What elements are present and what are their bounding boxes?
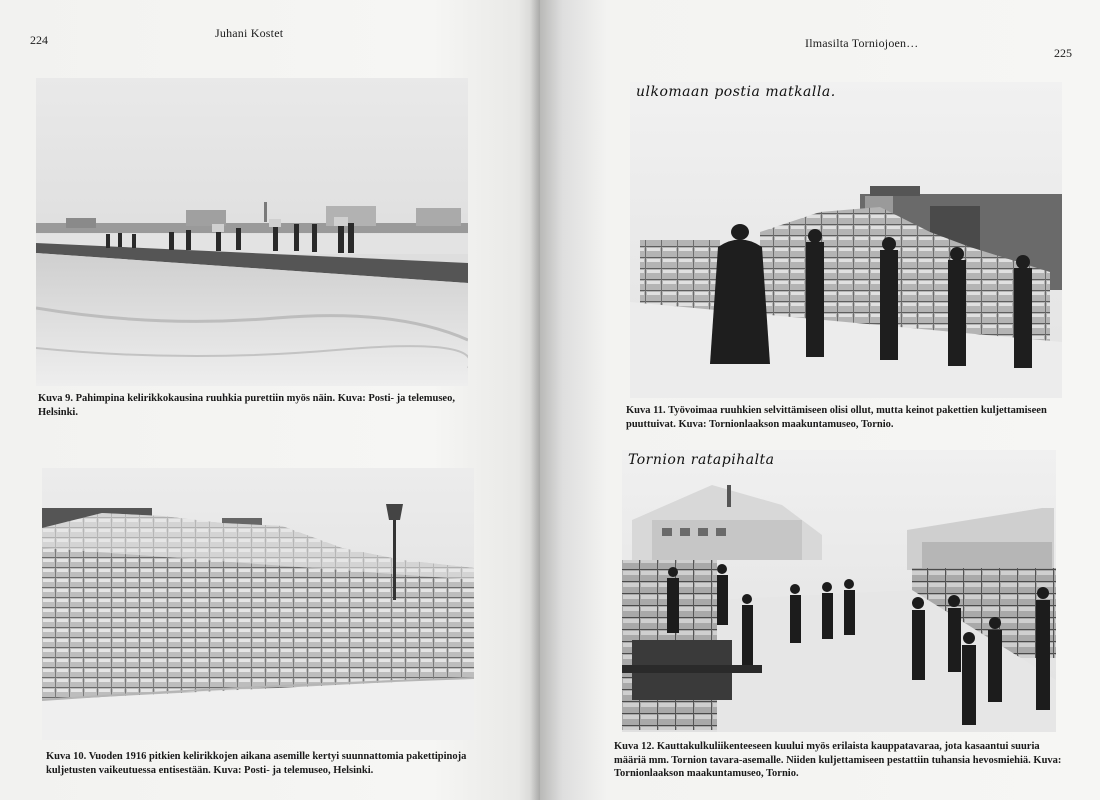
photo-kuva-9 (36, 78, 468, 386)
caption-kuva-10: Kuva 10. Vuoden 1916 pitkien kelirikkojen aikana asemille kertyi suunnattomia pakettipinoja kuljetusten vaikeutuessa entisestään. Kuva: Posti- ja telemuseo, Helsinki. (46, 751, 467, 776)
caption-kuva-9: Kuva 9. Pahimpina kelirikkokausina ruuhkia purettiin myös näin. Kuva: Posti- ja telemuseo, Helsinki. (38, 393, 455, 418)
running-head-right: Ilmasilta Torniojoen… (805, 36, 919, 50)
page-number-right: 225 (1054, 46, 1072, 60)
page-number-left: 224 (30, 33, 48, 47)
photo-kuva-11 (630, 82, 1062, 398)
photo-kuva-12 (622, 450, 1056, 732)
caption-kuva-12: Kuva 12. Kauttakulkuliikenteeseen kuului myös erilaista kauppatavaraa, jota kasaantui suuria määriä mm. Tornion tavara-asemalle. Niiden kuljettamiseen pestattiin tuhansia hevosmiehiä. Kuva: Tornionlaakson maakuntamuseo, Tornio. (614, 741, 1062, 779)
running-head-left: Juhani Kostet (215, 26, 284, 40)
photo-kuva-10 (42, 468, 474, 740)
left-page (0, 0, 540, 800)
caption-kuva-11: Kuva 11. Työvoimaa ruuhkien selvittämiseen olisi ollut, mutta keinot pakettien kuljettamiseen puuttuivat. Kuva: Tornionlaakson maakuntamuseo, Tornio. (626, 405, 1047, 430)
right-page (540, 0, 1100, 800)
handwritten-label-kuva-11: ulkomaan postia matkalla. (636, 84, 836, 100)
handwritten-label-kuva-12: Tornion ratapihalta (628, 452, 775, 468)
